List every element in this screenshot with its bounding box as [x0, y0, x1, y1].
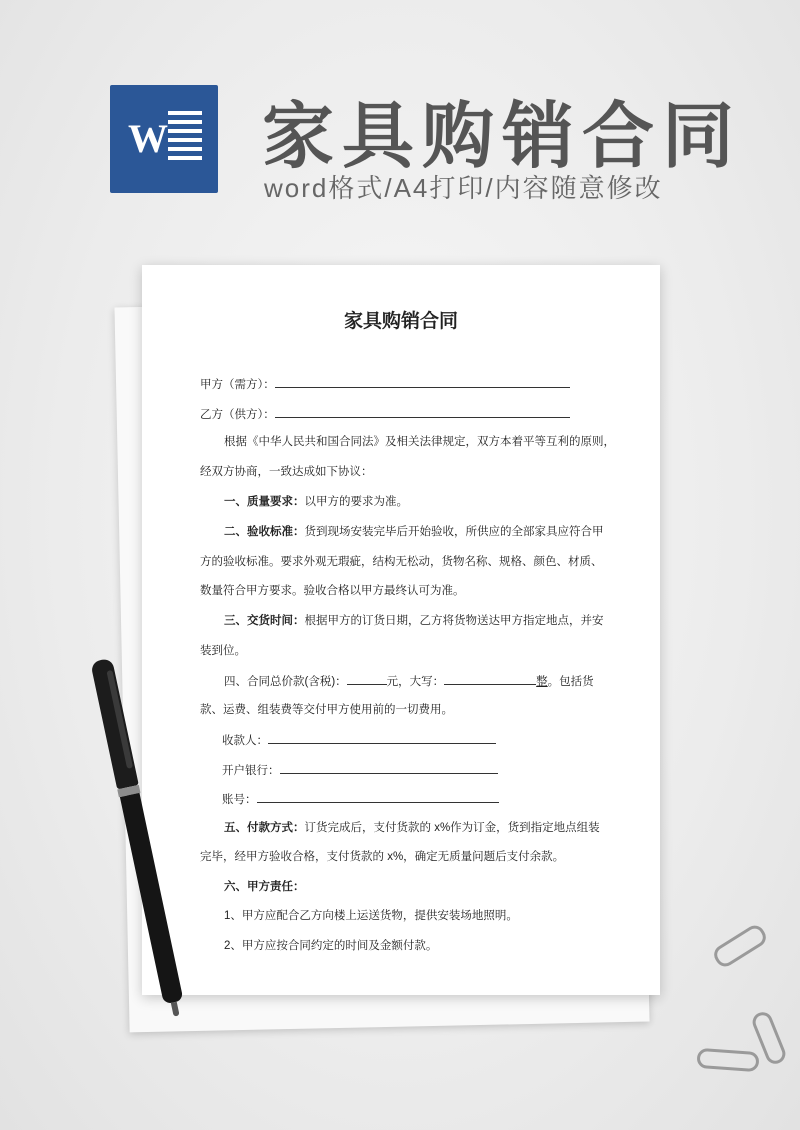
bank-line: [222, 762, 498, 778]
word-logo-lines: [168, 111, 202, 165]
section-3-text-1: 根据甲方的订货日期，乙方将货物送达甲方指定地点，并安: [304, 615, 604, 627]
banner-title: 家具购销合同: [262, 97, 743, 177]
party-a-blank[interactable]: [275, 376, 570, 388]
bank-blank[interactable]: [280, 762, 498, 774]
paperclip-icon: [710, 922, 769, 970]
section-5-label: 五、付款方式：: [224, 822, 305, 834]
account-line: [222, 791, 499, 807]
banner-subtitle: word格式/A4打印/内容随意修改: [264, 173, 663, 203]
section-2-label: 二、验收标准：: [224, 526, 305, 538]
section-4-after: 。包括货: [547, 676, 594, 688]
payee-line: [222, 732, 496, 748]
document-page: [142, 265, 660, 995]
party-a-line: [200, 376, 570, 392]
word-logo-letter: W: [128, 116, 168, 161]
payee-label: 收款人：: [222, 735, 268, 747]
section-1-text: 以甲方的要求为准。: [304, 496, 408, 508]
party-b-line: [200, 406, 570, 422]
intro-line-2: 经双方协商，一致达成如下协议：: [200, 466, 373, 478]
section-6-item-2: 2、甲方应按合同约定的时间及金额付款。: [224, 940, 438, 952]
intro-line-1: 根据《中华人民共和国合同法》及相关法律规定，双方本着平等互利的原则，: [224, 436, 615, 448]
section-4-line-1: [224, 673, 594, 689]
section-5-line-2: 完毕，经甲方验收合格，支付货款的 x%，确定无质量问题后支付余款。: [200, 851, 565, 863]
section-2-text-1: 货到现场安装完毕后开始验收，所供应的全部家具应符合甲: [304, 526, 604, 538]
section-6-label: 六、甲方责任：: [224, 881, 305, 893]
paperclip-icon: [696, 1048, 759, 1072]
account-label: 账号：: [222, 794, 257, 806]
section-2-line-3: 数量符合甲方要求。验收合格以甲方最终认可为准。: [200, 585, 465, 597]
section-4-prefix: 四、合同总价款(含税)：: [224, 676, 347, 688]
section-5-text-1: 订货完成后，支付货款的 x%作为订金，货到指定地点组装: [304, 822, 600, 834]
section-2-line-1: [224, 525, 604, 539]
section-3-line-2: 装到位。: [200, 645, 246, 657]
payee-blank[interactable]: [268, 732, 496, 744]
party-a-label: 甲方（需方）：: [200, 379, 275, 391]
document-title: 家具购销合同: [343, 311, 458, 332]
section-3-label: 三、交货时间：: [224, 615, 305, 627]
bank-label: 开户银行：: [222, 765, 280, 777]
section-1: [224, 495, 408, 509]
section-2-line-2: 方的验收标准。要求外观无瑕疵，结构无松动，货物名称、规格、颜色、材质、: [200, 556, 603, 568]
section-6-heading: [224, 880, 305, 894]
section-5-line-1: [224, 821, 600, 835]
section-4-line-2: 款、运费、组装费等交付甲方使用前的一切费用。: [200, 704, 453, 716]
section-4-unit: 元，大写：: [386, 676, 445, 688]
section-3-line-1: [224, 614, 604, 628]
price-amount-blank[interactable]: [347, 673, 387, 685]
party-b-blank[interactable]: [275, 406, 570, 418]
price-words-blank[interactable]: [444, 673, 536, 685]
account-blank[interactable]: [257, 791, 499, 803]
section-4-suffix: 整: [536, 676, 548, 688]
section-6-item-1: 1、甲方应配合乙方向楼上运送货物，提供安装场地照明。: [224, 910, 518, 922]
party-b-label: 乙方（供方）：: [200, 409, 275, 421]
word-logo-icon: [110, 85, 218, 193]
section-1-label: 一、质量要求：: [224, 496, 305, 508]
